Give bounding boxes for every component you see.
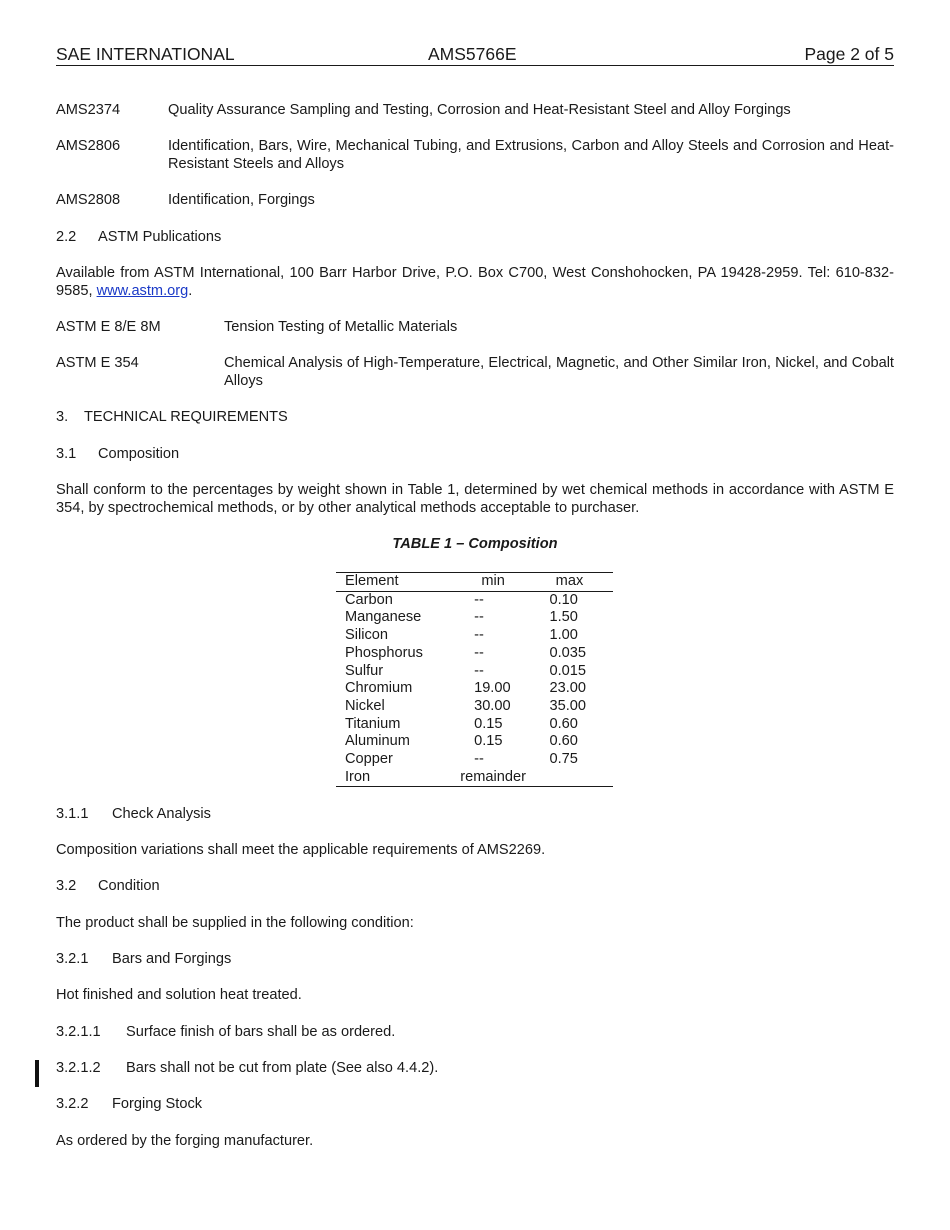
section-heading-3 [56, 408, 894, 426]
composition-paragraph: Shall conform to the percentages by weight shown in Table 1, determined by wet chemical methods in accordance with ASTM E 354, by spectrochemical methods, or by other analytical methods acceptable to purchaser. [56, 482, 894, 516]
element-name: Copper [345, 751, 393, 768]
max-value: 0.015 [549, 662, 586, 679]
section-number: 3.1 [56, 446, 77, 462]
section-number: 2.2 [56, 229, 77, 245]
table-row [336, 645, 613, 663]
section-3-2-1-2 [56, 1059, 894, 1077]
header-page-number: Page 2 of 5 [804, 44, 894, 64]
section-number: 3.2.2 [56, 1096, 89, 1112]
reference-title: Identification, Bars, Wire, Mechanical Tubing, and Extrusions, Carbon and Alloy Steels and Corrosion and Heat-Resistant Steels and Alloys [168, 138, 894, 172]
section-number: 3.2.1.1 [56, 1024, 101, 1040]
section-title: ASTM Publications [98, 229, 222, 245]
condition-paragraph: The product shall be supplied in the following condition: [56, 915, 414, 931]
max-value: 0.035 [549, 644, 586, 661]
max-value: 23.00 [549, 680, 586, 697]
element-name: Phosphorus [345, 644, 423, 661]
header-organization: SAE INTERNATIONAL [56, 44, 235, 64]
section-title: Check Analysis [112, 806, 211, 822]
section-heading-3-1-1 [56, 805, 894, 823]
reference-code: ASTM E 354 [56, 355, 139, 371]
table-row [336, 663, 613, 681]
table-row [336, 698, 613, 716]
reference-title: Chemical Analysis of High-Temperature, Electrical, Magnetic, and Other Similar Iron, Nickel, and Cobalt Alloys [224, 355, 894, 389]
astm-availability-text: Available from ASTM International, 100 Barr Harbor Drive, P.O. Box C700, West Conshohocken, PA 19428-2959. Tel: 610-832-9585, [56, 265, 894, 299]
section-3-2-1-1 [56, 1023, 894, 1041]
element-name: Chromium [345, 680, 413, 697]
table-row [336, 716, 613, 734]
table-caption: TABLE 1 – Composition [392, 536, 558, 552]
table-row [336, 609, 613, 627]
astm-availability-paragraph [56, 264, 894, 300]
section-title: Bars and Forgings [112, 951, 232, 967]
composition-table [336, 572, 613, 787]
reference-code: AMS2806 [56, 138, 121, 154]
reference-title: Quality Assurance Sampling and Testing, Corrosion and Heat-Resistant Steel and Alloy Forgings [168, 102, 791, 118]
reference-title: Tension Testing of Metallic Materials [224, 319, 458, 335]
document-page [56, 0, 894, 1230]
min-value: -- [474, 609, 484, 626]
bars-forgings-paragraph: Hot finished and solution heat treated. [56, 987, 302, 1003]
section-heading-3-2 [56, 877, 894, 895]
element-name: Sulfur [345, 662, 384, 679]
section-heading-3-2-1 [56, 950, 894, 968]
table-row [336, 733, 613, 751]
section-title: Condition [98, 878, 160, 894]
reference-code: ASTM E 8/E 8M [56, 319, 161, 335]
section-title: TECHNICAL REQUIREMENTS [84, 409, 288, 425]
max-value: 0.10 [549, 591, 578, 608]
header-document-id: AMS5766E [428, 44, 517, 64]
astm-website-link[interactable]: www.astm.org [96, 283, 189, 299]
element-name: Manganese [345, 609, 422, 626]
min-value: -- [474, 591, 484, 608]
column-header-max: max [526, 573, 613, 592]
element-name: Titanium [345, 715, 401, 732]
section-number: 3.1.1 [56, 806, 89, 822]
reference-astm-e8 [56, 318, 894, 336]
element-name: Aluminum [345, 733, 410, 750]
section-number: 3.2.1.2 [56, 1060, 101, 1076]
element-name: Silicon [345, 627, 388, 644]
max-value: 1.50 [549, 609, 578, 626]
reference-astm-e354 [56, 354, 894, 390]
table-row [336, 680, 613, 698]
table-row [336, 751, 613, 769]
min-value: -- [474, 644, 484, 661]
table-row [336, 627, 613, 645]
revision-change-bar [35, 1060, 39, 1087]
section-number: 3.2.1 [56, 951, 89, 967]
max-value: 0.60 [549, 733, 578, 750]
min-value: -- [474, 662, 484, 679]
section-text: Bars shall not be cut from plate (See also 4.4.2). [126, 1060, 439, 1076]
max-value: 0.75 [549, 751, 578, 768]
reference-code: AMS2374 [56, 102, 121, 118]
astm-availability-end: . [188, 283, 193, 299]
min-value: 19.00 [474, 680, 511, 697]
section-number: 3. [56, 409, 69, 425]
max-value: 0.60 [549, 715, 578, 732]
min-value: -- [474, 751, 484, 768]
reference-ams2374 [56, 101, 894, 119]
reference-ams2808 [56, 191, 894, 209]
min-value: 0.15 [474, 733, 503, 750]
section-heading-3-2-2 [56, 1095, 894, 1113]
min-value: 0.15 [474, 715, 503, 732]
table-row [336, 591, 613, 609]
section-title: Composition [98, 446, 180, 462]
column-header-min: min [460, 573, 526, 592]
page-header [56, 43, 894, 66]
table-row [336, 769, 613, 787]
table-header-row [336, 573, 613, 592]
max-value: 35.00 [549, 697, 586, 714]
reference-code: AMS2808 [56, 192, 121, 208]
element-name: Iron [336, 769, 460, 787]
check-analysis-paragraph: Composition variations shall meet the applicable requirements of AMS2269. [56, 842, 546, 858]
element-name: Carbon [345, 591, 393, 608]
reference-ams2806 [56, 137, 894, 173]
section-title: Forging Stock [112, 1096, 203, 1112]
element-name: Nickel [345, 697, 385, 714]
min-value: -- [474, 627, 484, 644]
section-heading-2-2 [56, 228, 894, 246]
max-value: 1.00 [549, 627, 578, 644]
forging-stock-paragraph: As ordered by the forging manufacturer. [56, 1133, 314, 1149]
reference-title: Identification, Forgings [168, 192, 315, 208]
min-value: remainder [460, 769, 526, 787]
section-number: 3.2 [56, 878, 77, 894]
section-text: Surface finish of bars shall be as ordered. [126, 1024, 396, 1040]
column-header-element: Element [336, 573, 460, 592]
section-heading-3-1 [56, 445, 894, 463]
min-value: 30.00 [474, 697, 511, 714]
